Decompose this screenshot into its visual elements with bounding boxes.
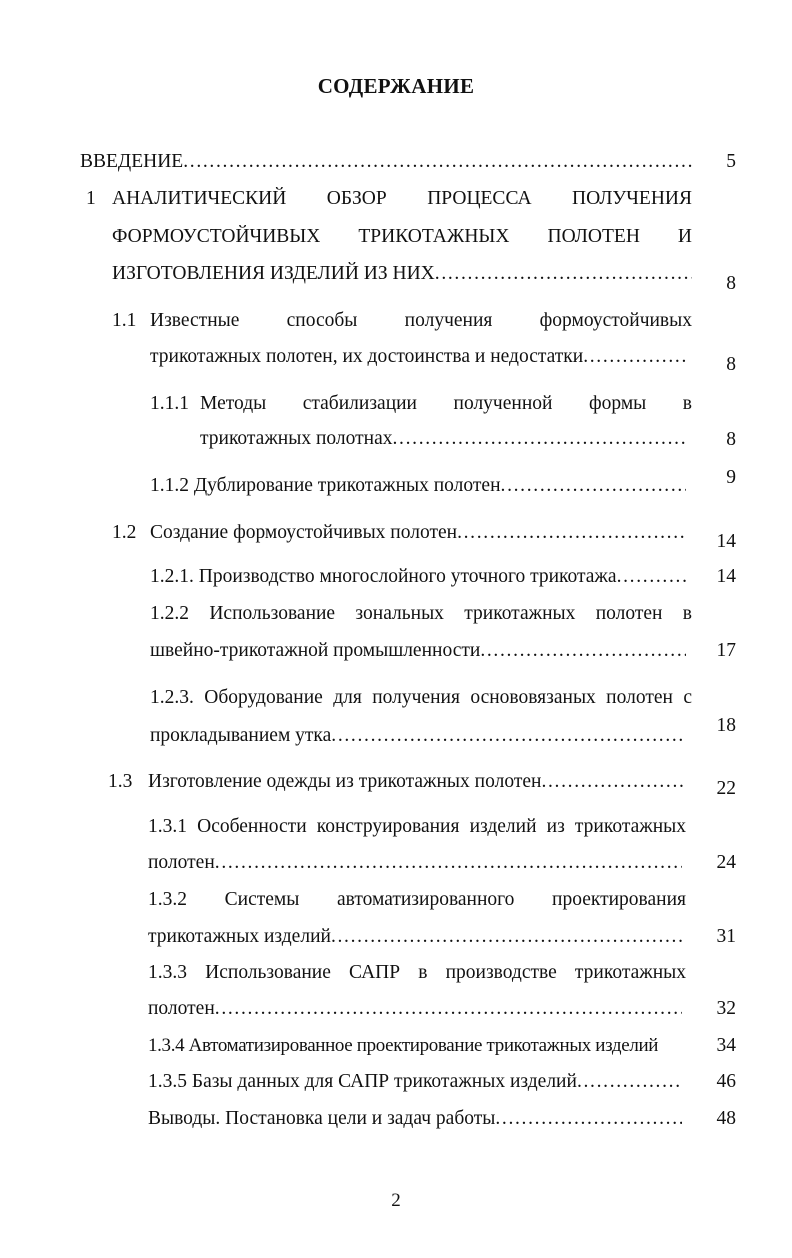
toc-section-1-1-line1[interactable]: Известные способы получения формоустойчивых [150, 310, 692, 331]
toc-subsection-1-2-2-line1[interactable]: 1.2.2 Использование зональных трикотажных полотен в [150, 603, 692, 624]
toc-leader-dots [183, 150, 692, 174]
toc-leader-dots [480, 639, 686, 663]
toc-page-number: 48 [716, 1108, 736, 1129]
toc-entry-label: 1.3.5 Базы данных для САПР трикотажных изделий [148, 1071, 577, 1092]
toc-subsection-1-1-2[interactable] [150, 474, 686, 498]
toc-page-number: 9 [726, 467, 736, 488]
toc-subsection-1-3-3-line1[interactable]: 1.3.3 Использование САПР в производстве трикотажных [148, 962, 686, 983]
toc-section-number: 1.3 [108, 771, 133, 792]
toc-chapter-number: 1 [86, 188, 96, 209]
toc-page-number: 8 [726, 429, 736, 450]
toc-subsection-1-1-1-line2[interactable] [200, 427, 686, 451]
toc-leader-dots [215, 851, 682, 875]
toc-entry-label: Изготовление одежды из трикотажных полотен [148, 771, 542, 792]
toc-leader-dots [577, 1070, 682, 1094]
toc-page-number: 32 [716, 998, 736, 1019]
toc-subsection-1-3-3-line2[interactable] [148, 997, 682, 1021]
toc-conclusions[interactable] [148, 1107, 682, 1131]
toc-entry-label: ВВЕДЕНИЕ [80, 151, 184, 172]
toc-subsection-1-1-1-line1[interactable]: Методы стабилизации полученной формы в [200, 393, 692, 414]
toc-entry-label: полотен [148, 998, 215, 1019]
toc-chapter-title-line1[interactable]: АНАЛИТИЧЕСКИЙ ОБЗОР ПРОЦЕССА ПОЛУЧЕНИЯ [112, 188, 692, 209]
toc-page-number: 46 [716, 1071, 736, 1092]
toc-subsection-1-3-5[interactable] [148, 1070, 682, 1094]
page-number: 2 [391, 1190, 401, 1211]
toc-entry-label: швейно-трикотажной промышленности [150, 640, 481, 661]
toc-subsection-1-2-3-line1[interactable]: 1.2.3. Оборудование для получения основовязаных полотен с [150, 687, 692, 708]
toc-chapter-title-line2[interactable]: ФОРМОУСТОЙЧИВЫХ ТРИКОТАЖНЫХ ПОЛОТЕН И [112, 226, 692, 247]
toc-entry-label: трикотажных полотнах [200, 428, 393, 449]
toc-leader-dots [617, 565, 686, 589]
toc-entry-intro[interactable] [80, 150, 692, 174]
toc-page-number: 18 [716, 715, 736, 736]
toc-leader-dots [331, 925, 682, 949]
toc-entry-label: Выводы. Постановка цели и задач работы [148, 1108, 496, 1129]
toc-page-number: 5 [726, 151, 736, 172]
toc-subsection-1-3-4[interactable]: 1.3.4 Автоматизированное проектирование трикотажных изделий [148, 1035, 659, 1056]
page-title: СОДЕРЖАНИЕ [317, 74, 475, 98]
toc-leader-dots [495, 1107, 682, 1131]
toc-leader-dots [583, 345, 686, 369]
toc-page-number: 8 [726, 273, 736, 294]
toc-section-1-1-line2[interactable] [150, 345, 686, 369]
toc-entry-label: 1.1.2 Дублирование трикотажных полотен [150, 475, 501, 496]
toc-subsection-1-3-2-line2[interactable] [148, 925, 682, 949]
toc-leader-dots [541, 770, 686, 794]
toc-subsection-1-3-1-line2[interactable] [148, 851, 682, 875]
toc-section-number: 1.1 [112, 310, 137, 331]
toc-leader-dots [331, 724, 686, 748]
toc-subsection-1-2-1[interactable] [150, 565, 686, 589]
toc-section-1-3[interactable] [148, 770, 686, 794]
toc-entry-label: 1.2.1. Производство многослойного уточного трикотажа [150, 566, 617, 587]
toc-chapter-title-line3[interactable] [112, 262, 692, 286]
toc-entry-label: полотен [148, 852, 215, 873]
toc-leader-dots [393, 427, 687, 451]
toc-leader-dots [501, 474, 686, 498]
toc-subsection-1-2-3-line2[interactable] [150, 724, 686, 748]
toc-subsection-1-2-2-line2[interactable] [150, 639, 686, 663]
toc-leader-dots [457, 521, 686, 545]
toc-subsection-1-3-2-line1[interactable]: 1.3.2 Системы автоматизированного проектирования [148, 889, 686, 910]
toc-page-number: 34 [716, 1035, 736, 1056]
toc-leader-dots [435, 262, 692, 286]
toc-subsection-1-3-1-line1[interactable]: 1.3.1 Особенности конструирования изделий из трикотажных [148, 816, 686, 837]
toc-leader-dots [215, 997, 682, 1021]
toc-page-number: 22 [716, 778, 736, 799]
toc-page-number: 24 [716, 852, 736, 873]
toc-subsection-number: 1.1.1 [150, 393, 189, 414]
toc-entry-label: ИЗГОТОВЛЕНИЯ ИЗДЕЛИЙ ИЗ НИХ [112, 263, 435, 284]
toc-entry-label: трикотажных изделий [148, 926, 331, 947]
toc-entry-label: трикотажных полотен, их достоинства и недостатки [150, 346, 584, 367]
toc-page-number: 17 [716, 640, 736, 661]
toc-section-1-2[interactable] [150, 521, 686, 545]
toc-entry-label: прокладыванием утка [150, 725, 332, 746]
toc-entry-label: Создание формоустойчивых полотен [150, 522, 458, 543]
toc-page-number: 14 [716, 566, 736, 587]
toc-page-number: 14 [716, 531, 736, 552]
toc-section-number: 1.2 [112, 522, 137, 543]
toc-page-number: 8 [726, 354, 736, 375]
toc-page-number: 31 [716, 926, 736, 947]
